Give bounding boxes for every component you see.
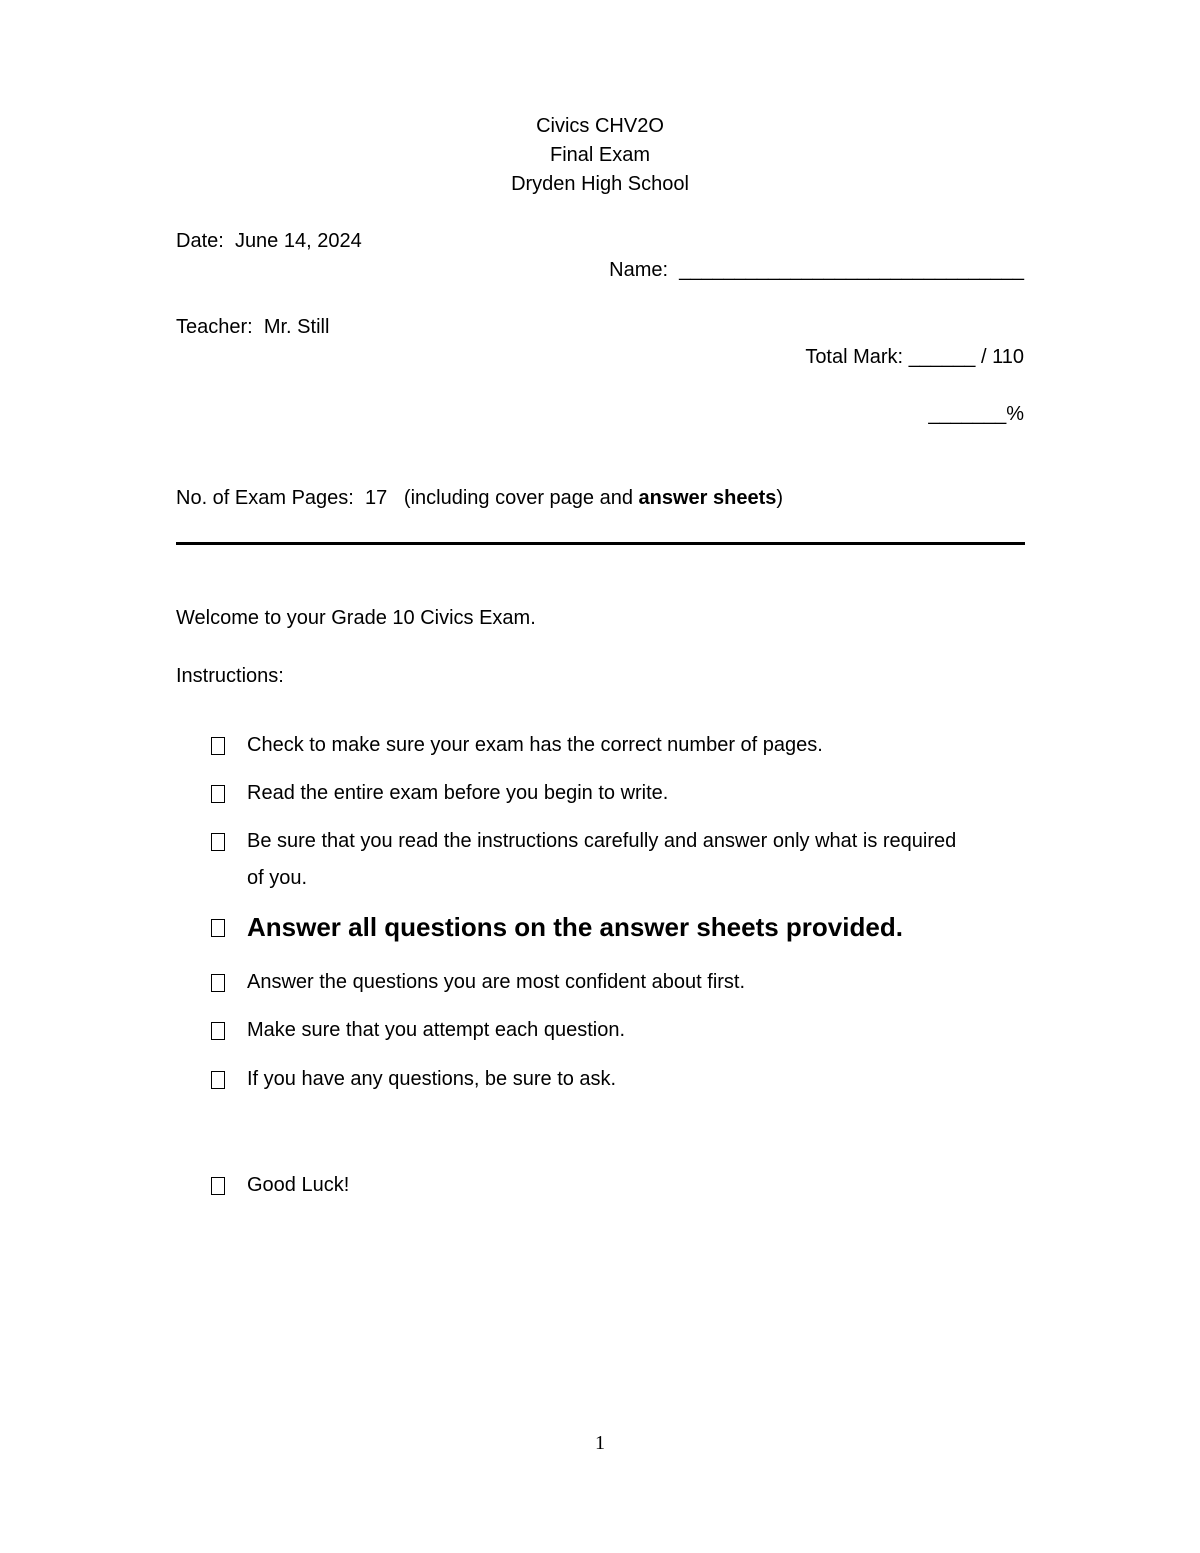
exam-pages-note: (including cover page and: [403, 487, 633, 509]
exam-pages-note-end: ): [776, 487, 784, 509]
instruction-item: Check to make sure your exam has the correct number of pages.: [247, 734, 823, 756]
teacher-line: [176, 316, 329, 339]
exam-title: Final Exam: [549, 144, 651, 166]
date-label: Date:: [176, 230, 224, 252]
missing-glyph-icon: [211, 974, 225, 992]
teacher-label: Teacher:: [176, 316, 253, 338]
instruction-item-continued: of you.: [247, 867, 308, 889]
total-mark-label: Total Mark:: [805, 346, 904, 368]
exam-pages-line: [176, 487, 783, 510]
total-mark-out-of: / 110: [981, 346, 1024, 368]
instruction-item-emphasis: Answer all questions on the answer sheets provided.: [247, 912, 903, 942]
instruction-item: Be sure that you read the instructions carefully and answer only what is required: [247, 830, 957, 852]
name-line: [609, 259, 1024, 282]
total-mark-line: [805, 346, 1024, 369]
missing-glyph-icon: [211, 1071, 225, 1089]
exam-pages-label: No. of Exam Pages:: [176, 487, 354, 509]
total-mark-blank: ______: [908, 346, 976, 368]
missing-glyph-icon: [211, 1177, 225, 1195]
teacher-value: Mr. Still: [263, 316, 330, 338]
instruction-item: Make sure that you attempt each question.: [247, 1019, 625, 1041]
missing-glyph-icon: [211, 833, 225, 851]
name-blank: _______________________________: [679, 259, 1024, 281]
instruction-item: Read the entire exam before you begin to write.: [247, 782, 669, 804]
date-line: [176, 230, 362, 253]
course-title: Civics CHV2O: [536, 115, 664, 137]
missing-glyph-icon: [211, 919, 225, 937]
instruction-item: If you have any questions, be sure to ask.: [247, 1068, 617, 1090]
divider-rule: [176, 542, 1025, 545]
missing-glyph-icon: [211, 737, 225, 755]
school-name: Dryden High School: [511, 173, 689, 195]
instructions-heading: Instructions:: [176, 665, 284, 687]
missing-glyph-icon: [211, 785, 225, 803]
missing-glyph-icon: [211, 1022, 225, 1040]
page-number: 1: [595, 1432, 605, 1454]
instruction-item: Answer the questions you are most confident about first.: [247, 971, 746, 993]
percent-line: _______%: [928, 403, 1024, 425]
welcome-text: Welcome to your Grade 10 Civics Exam.: [176, 607, 536, 629]
name-label: Name:: [609, 259, 669, 281]
good-luck-text: Good Luck!: [247, 1174, 350, 1196]
exam-pages-count: 17: [365, 487, 388, 509]
date-value: June 14, 2024: [234, 230, 362, 252]
exam-pages-note-bold: answer sheets: [638, 487, 777, 509]
